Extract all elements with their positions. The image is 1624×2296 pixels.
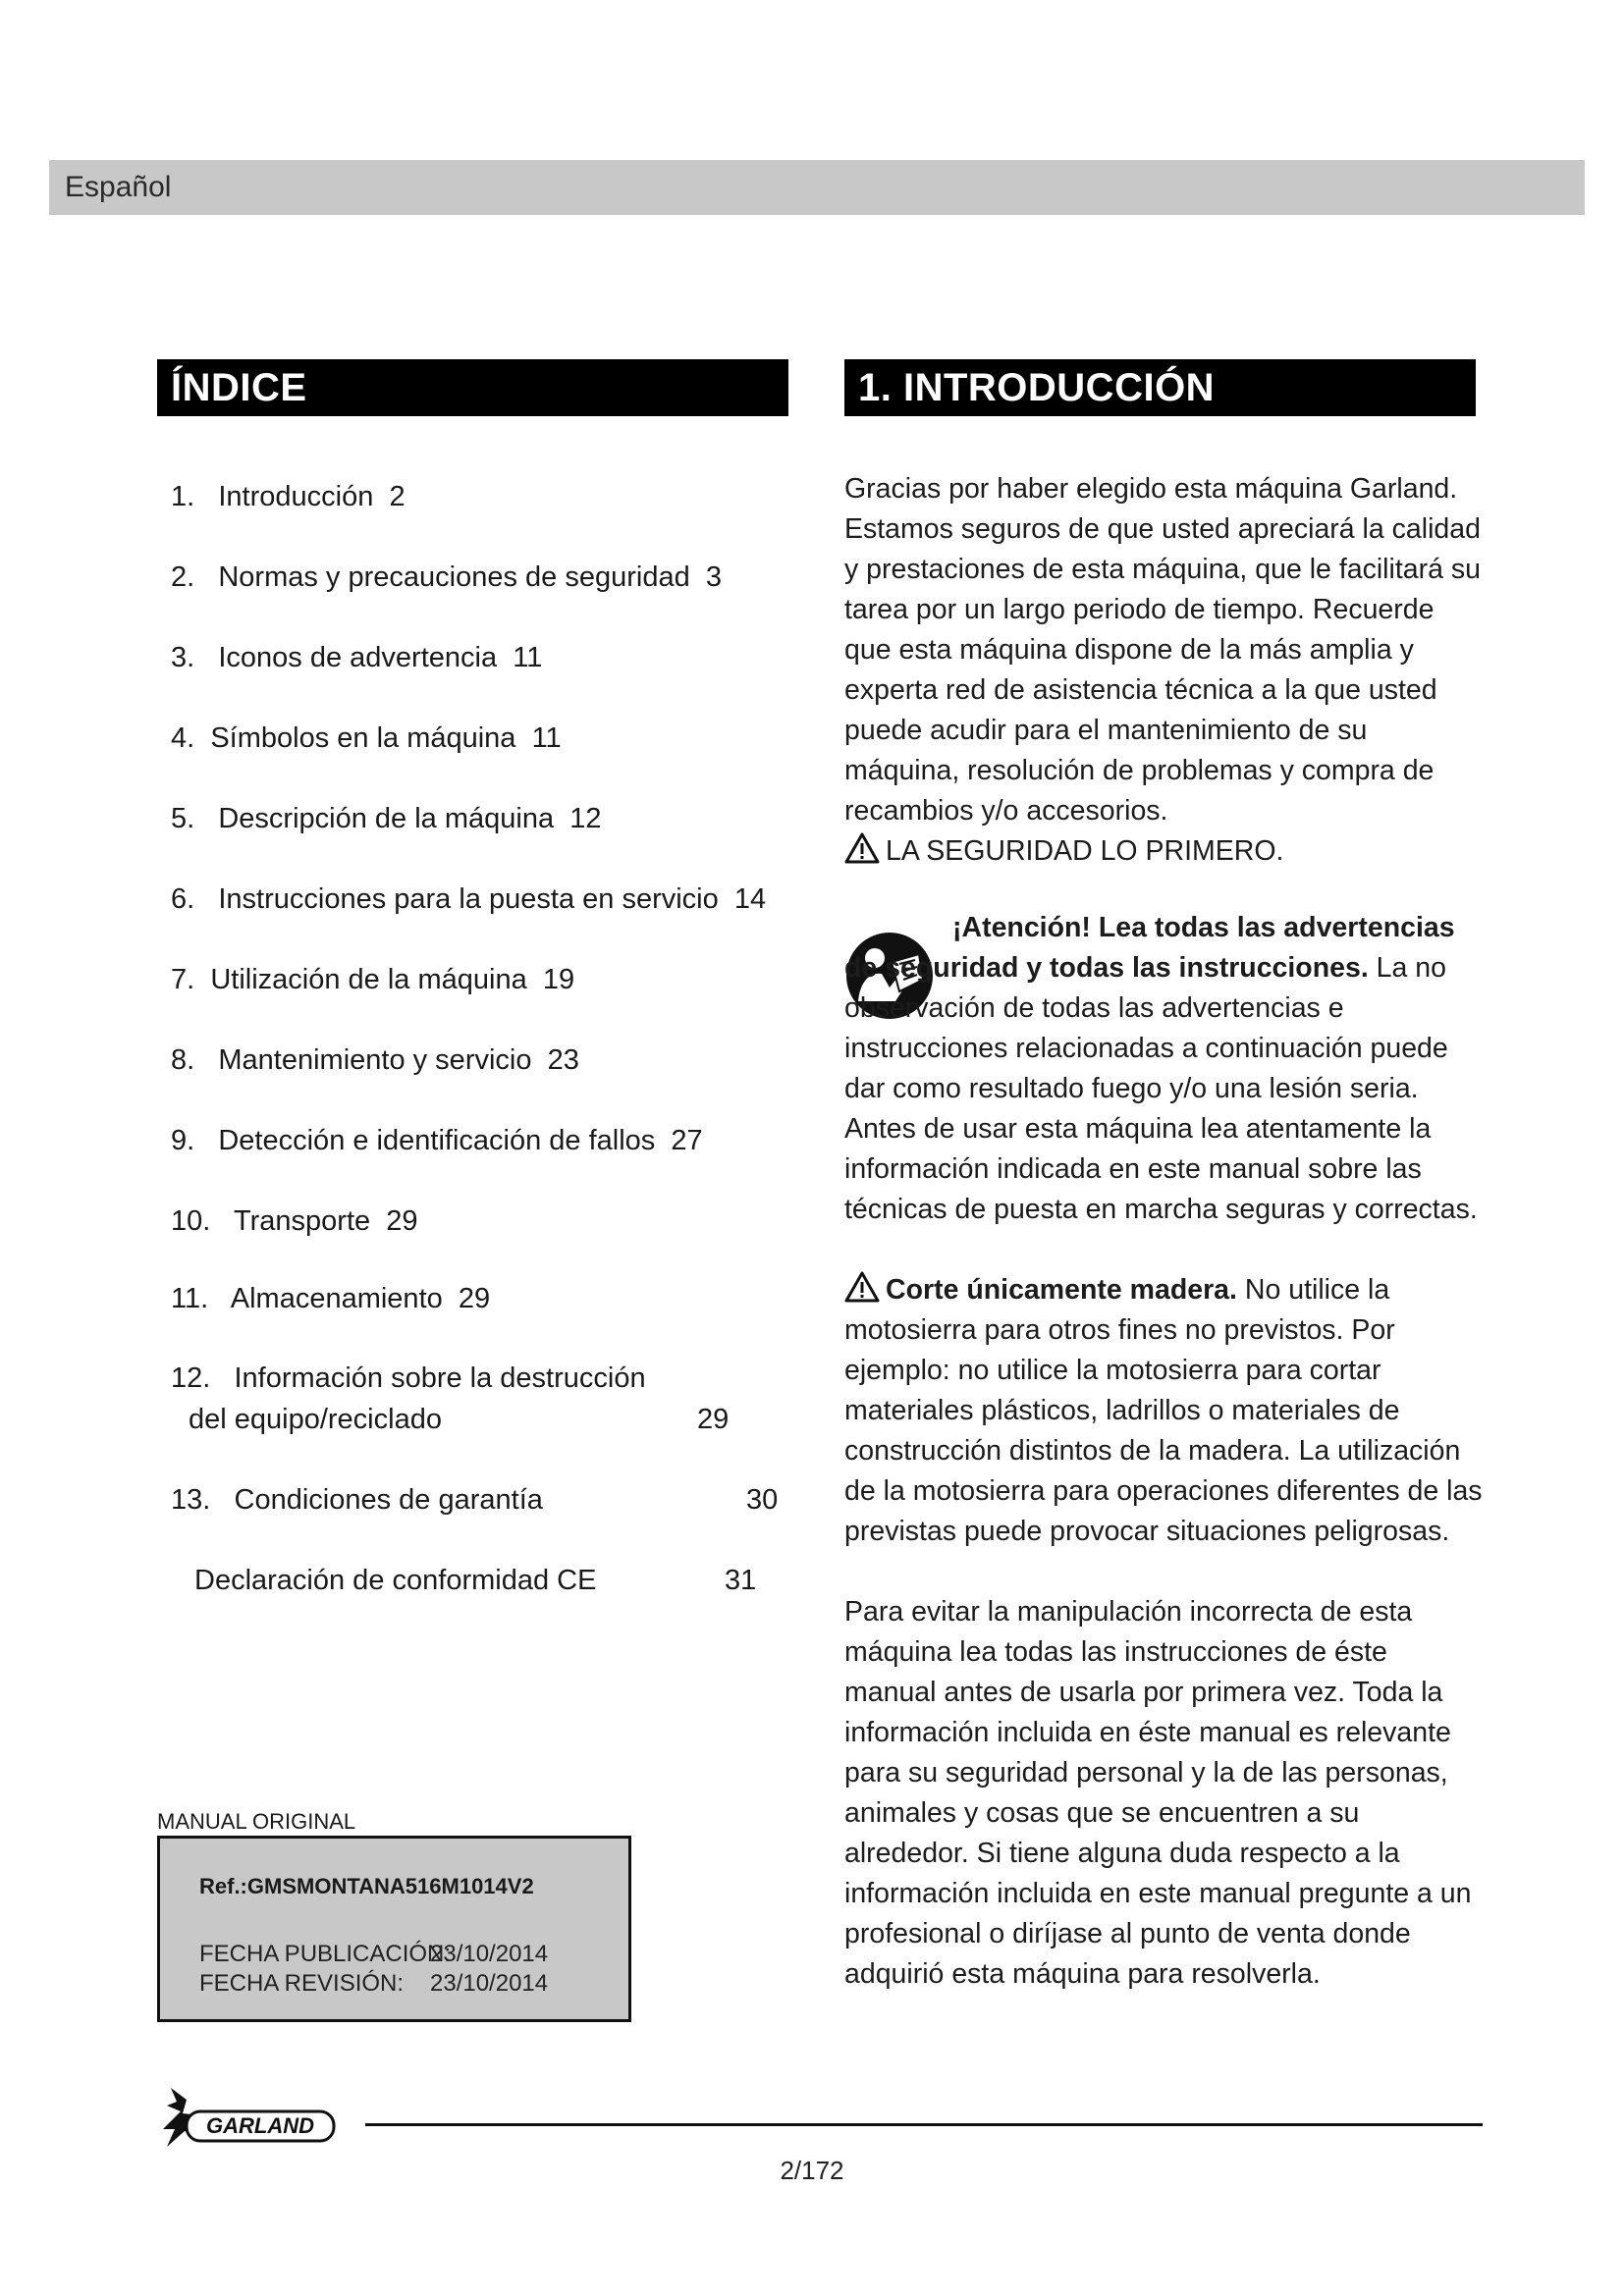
toc-page: 31 bbox=[725, 1565, 757, 1596]
closing-paragraph: Para evitar la manipulación incorrecta de esta máquina lea todas las instrucciones de éste manual antes de usarla por primera vez. Toda la información incluida en éste manual es relevante para su seguridad personal y la de las personas, animales y cosas que se encuentren a su alrededor. Si tiene alguna duda respecto a la información incluida en este manual pregunte a un profesional o diríjase al punto de venta donde adquirió esta máquina para resolverla. bbox=[844, 1596, 1472, 1990]
publication-date-row bbox=[199, 1941, 549, 1968]
toc-item[interactable] bbox=[171, 1040, 780, 1081]
toc-page: 11 bbox=[513, 642, 543, 673]
index-heading: ÍNDICE bbox=[157, 359, 788, 416]
toc-label: del equipo/reciclado bbox=[189, 1404, 442, 1435]
toc-page: 14 bbox=[733, 883, 767, 915]
toc-number: 10. bbox=[171, 1205, 211, 1237]
language-bar bbox=[49, 160, 1585, 215]
toc-item[interactable] bbox=[171, 1358, 780, 1399]
warning-triangle-icon bbox=[844, 832, 880, 864]
toc-label: Normas y precauciones de seguridad bbox=[218, 561, 690, 593]
toc-label: Utilización de la máquina bbox=[210, 964, 527, 995]
toc-item[interactable] bbox=[171, 476, 780, 517]
toc-number: 5. bbox=[171, 803, 195, 834]
toc-label: Información sobre la destrucción bbox=[234, 1362, 646, 1394]
attention-text: La no observación de todas las advertencias e instrucciones relacionadas a continuación puede dar como resultado fuego y/o una lesión seria. Antes de usar esta máquina lea atentamente la información indicada en este manual sobre las técnicas de puesta en marcha seguras y correctas. bbox=[844, 952, 1478, 1225]
reference-code: Ref.:GMSMONTANA516M1014V2 bbox=[199, 1874, 534, 1898]
toc-page: 29 bbox=[697, 1404, 730, 1435]
revision-date: 23/10/2014 bbox=[430, 1970, 549, 1997]
toc-number: 12. bbox=[171, 1362, 211, 1394]
toc-number: 11. bbox=[171, 1283, 209, 1314]
toc-page: 27 bbox=[671, 1125, 703, 1156]
attention-paragraph bbox=[844, 908, 1483, 1230]
toc-item[interactable] bbox=[171, 718, 780, 759]
toc-number: 8. bbox=[171, 1044, 195, 1076]
toc-label: Descripción de la máquina bbox=[218, 803, 555, 834]
toc-page-wrapper bbox=[697, 1399, 756, 1440]
introduction-heading: 1. INTRODUCCIÓN bbox=[844, 359, 1476, 416]
toc-item[interactable] bbox=[194, 1560, 803, 1601]
revision-date-row bbox=[199, 1970, 549, 1998]
toc-item[interactable] bbox=[171, 798, 780, 839]
toc-item[interactable] bbox=[171, 1278, 780, 1319]
toc-page: 29 bbox=[386, 1205, 418, 1237]
toc-page: 12 bbox=[569, 803, 602, 834]
toc-item[interactable] bbox=[171, 959, 780, 1000]
brand-name: GARLAND bbox=[206, 2113, 314, 2138]
toc-item-continued bbox=[189, 1399, 442, 1440]
toc-page: 23 bbox=[547, 1044, 579, 1076]
intro-paragraph: Gracias por haber elegido esta máquina Garland. Estamos seguros de que usted apreciará la calidad y prestaciones de esta máquina, que le facilitará su tarea por un largo periodo de tiempo. Recuerde que esta máquina dispone de la más amplia y experta red de asistencia técnica a la que usted puede acudir para el mantenimiento de su máquina, resolución de problemas y compra de recambios y/o accesorios. bbox=[844, 473, 1481, 827]
toc-label: Detección e identificación de fallos bbox=[218, 1125, 656, 1156]
cut-wood-bold-text: Corte únicamente madera. bbox=[886, 1274, 1237, 1306]
toc-number: 6. bbox=[171, 883, 195, 915]
toc-item[interactable] bbox=[171, 1479, 780, 1521]
toc-item[interactable] bbox=[171, 637, 780, 678]
footer-divider bbox=[365, 2123, 1483, 2126]
revision-label: FECHA REVISIÓN: bbox=[199, 1970, 405, 1997]
toc-label: Introducción bbox=[218, 481, 374, 512]
safety-first-line bbox=[844, 831, 1283, 872]
toc-page: 29 bbox=[458, 1283, 491, 1314]
attention-bold-text: ¡Atención! Lea todas las advertencias de seguridad y todas las instrucciones. bbox=[844, 912, 1455, 984]
warning-triangle-icon bbox=[844, 1271, 880, 1303]
toc-item[interactable] bbox=[171, 879, 780, 920]
toc-label: Iconos de advertencia bbox=[218, 642, 498, 673]
toc-label: Símbolos en la máquina bbox=[210, 722, 516, 754]
toc-page: 3 bbox=[705, 561, 722, 593]
toc-page: 30 bbox=[746, 1484, 779, 1516]
language-label: Español bbox=[65, 171, 172, 203]
toc-label: Condiciones de garantía bbox=[234, 1484, 543, 1516]
toc-number: 13. bbox=[171, 1484, 211, 1516]
toc-number: 7. bbox=[171, 964, 195, 995]
page-number: 2/172 bbox=[780, 2156, 844, 2185]
toc-page: 11 bbox=[531, 722, 562, 754]
publication-label: FECHA PUBLICACIÓN: bbox=[199, 1941, 452, 1967]
toc-label: Declaración de conformidad CE bbox=[194, 1565, 597, 1596]
toc-item[interactable] bbox=[171, 1201, 780, 1242]
toc-item[interactable] bbox=[171, 557, 780, 598]
toc-label: Transporte bbox=[233, 1205, 371, 1237]
toc-label: Mantenimiento y servicio bbox=[218, 1044, 532, 1076]
toc-label: Almacenamiento bbox=[230, 1283, 443, 1314]
cut-wood-paragraph bbox=[844, 1270, 1483, 1552]
toc-item[interactable] bbox=[171, 1120, 780, 1161]
safety-first-text: LA SEGURIDAD LO PRIMERO. bbox=[886, 835, 1284, 867]
toc-number: 9. bbox=[171, 1125, 195, 1156]
toc-number: 1. bbox=[171, 481, 195, 512]
cut-wood-text: No utilice la motosierra para otros fines no previstos. Por ejemplo: no utilice la motosierra para cortar materiales plásticos, ladrillos o materiales de construcción distintos de la madera. La utilización de la motosierra para operaciones diferentes de las previstas puede provocar situaciones peligrosas. bbox=[844, 1274, 1483, 1547]
toc-label: Instrucciones para la puesta en servicio bbox=[218, 883, 719, 915]
reference-box bbox=[157, 1836, 631, 2022]
toc-number: 4. bbox=[171, 722, 195, 754]
manual-original-label: MANUAL ORIGINAL bbox=[157, 1809, 356, 1834]
toc-page: 2 bbox=[389, 481, 406, 512]
toc-number: 3. bbox=[171, 642, 195, 673]
garland-logo bbox=[157, 2086, 339, 2151]
publication-date: 23/10/2014 bbox=[430, 1941, 549, 1967]
toc-number: 2. bbox=[171, 561, 195, 593]
toc-page: 19 bbox=[542, 964, 575, 995]
